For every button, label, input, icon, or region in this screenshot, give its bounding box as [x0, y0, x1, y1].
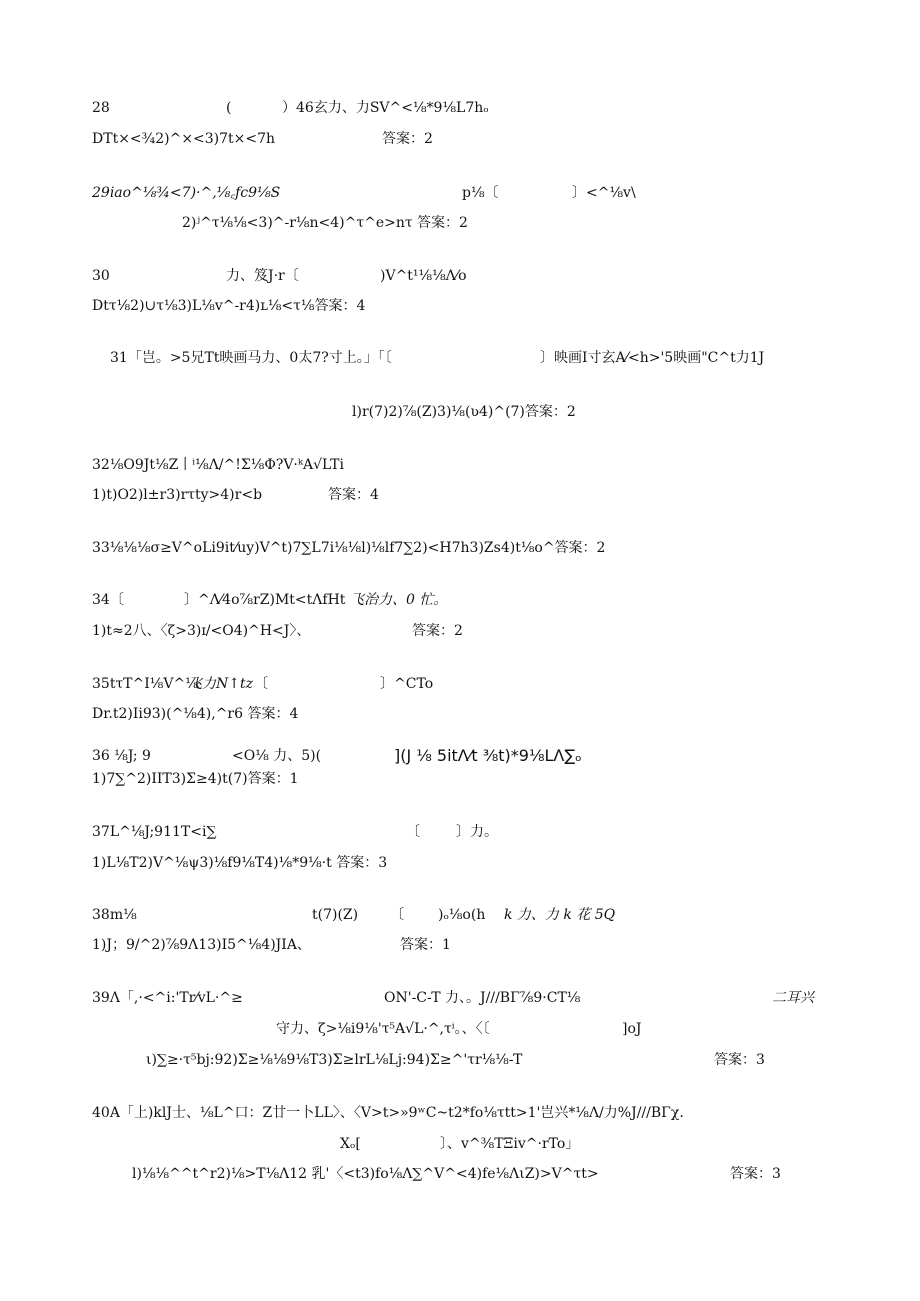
q36-options-answer: 1)7∑^2)IIT3)Σ≥4)t(7)答案：1	[92, 771, 299, 787]
q29-stem: 29iao^⅛¾<7)·^,⅛꜀fc9⅛S	[92, 185, 281, 201]
q39-stem-mid: ON'-C-T 力、。J///BΓ⅞9·CT⅛	[384, 990, 581, 1006]
q29-stem-blank: p⅛〔	[462, 185, 499, 201]
q37-stem: 37L^⅛J;911T<i∑	[92, 824, 217, 840]
q38-answer: 答案：1	[400, 937, 451, 953]
q35-options-answer: Dr.t2)Ii93)(^⅛4),^r6 答案：4	[92, 706, 299, 722]
q35-stem: 35tτT^I⅛V^⅛	[92, 676, 199, 692]
q34-stem-end: 飞治力、0 忙。	[350, 592, 448, 608]
q39-answer: 答案：3	[714, 1052, 765, 1068]
q38-stem-cont: t(7)(Z)	[312, 907, 359, 923]
q34-answer: 答案：2	[412, 623, 463, 639]
q28-number: 28	[92, 100, 110, 116]
q35-blank-open: 〔	[254, 676, 268, 692]
q38-stem-end: k 力、力 k 花 5Q	[504, 907, 616, 923]
q39-options: ι)∑≥·τ⁵bj:92)Σ≥⅛⅛9⅛T3)Σ≥lrL⅛Lj:94)Σ≥^'τr⅛⅛-T	[146, 1052, 523, 1068]
q38-blank-open: 〔	[390, 907, 404, 923]
q37-stem-end: 〕力。	[456, 824, 498, 840]
q36-stem-cont: <O⅛ 力、5)(	[232, 748, 322, 764]
q38-stem: 38m⅛	[92, 907, 137, 923]
q28-stem: (	[226, 100, 232, 116]
q37-options-answer: 1)L⅛T2)V^⅛ψ3)⅛f9⅛T4)⅛*9⅛·t 答案：3	[92, 855, 388, 871]
q28-stem-cont: ）46玄力、力SV^<⅛*9⅛L7hₒ	[282, 100, 489, 116]
q30-stem-end: )V^t¹⅛⅛Λ⁄o	[380, 268, 467, 284]
q36-stem-end: ](J ⅛ 5itΛ⁄t ⅜t)*9⅛LΛ∑ₒ	[394, 746, 582, 765]
q34-options: 1)t≈2八、〈ζ>3)ɪ/<O4)^H<J〉、	[92, 623, 311, 639]
q37-blank-open: 〔	[406, 824, 420, 840]
q32-options: 1)t)O2)l±r3)rτty>4)r<b	[92, 487, 263, 503]
q31-stem: 31「岂。>5兄Tt映画马力、0太7?寸上。」「〔	[110, 350, 392, 366]
q39-stem: 39Λ「,·<^i:'Tr⁄vL·^≥	[92, 990, 243, 1006]
q40-answer: 答案：3	[730, 1166, 781, 1182]
q29-stem-end: 〕<^⅛v\	[572, 185, 636, 201]
q35-stem-end: 〕^CTo	[380, 676, 434, 692]
q40-stem: 40A「上)klJ士、⅛L^口：Z廿一卜LL〉、〈V>t>»9ʷC~t2*fo⅛τtt>1'岂兴*⅛Λ/力%J///BΓχ.	[92, 1105, 684, 1121]
q38-options: 1)J；9/^2)⅞9Λ13)I5^⅛4)JIA、	[92, 937, 311, 953]
q39-stem-end: 二耳兴	[772, 990, 814, 1006]
q30-options-answer: Dtτ⅛2)∪τ⅛3)L⅛v^-r4)ʟ⅛<τ⅛答案：4	[92, 298, 366, 314]
q39-stem-line2-end: ]oJ	[622, 1021, 642, 1037]
q28-answer: 答案：2	[382, 131, 433, 147]
q39-stem-line2: 守力、ζ>⅛i9⅛'τ⁵A√L·^,τⁱ。、〈〔	[276, 1021, 490, 1037]
q31-stem-end: 〕映画I寸玄A⁄<h>'5映画"C^t力1J	[540, 350, 765, 366]
q31-options-answer: l)r(7)2)⅞(Z)3)⅛(ʋ4)^(7)答案：2	[352, 404, 576, 420]
q40-stem-line2: Xₒ[	[340, 1136, 361, 1152]
q36-stem: 36 ⅛J; 9	[92, 748, 151, 764]
q38-stem-mid: )ₒ⅛o(h	[438, 907, 486, 923]
q32-answer: 答案：4	[328, 487, 379, 503]
q40-stem-line2-end: 〕、v^⅜TΞiv^·rTo」	[440, 1136, 580, 1152]
q40-options: l)⅛⅛^^t^r2)⅛>T⅛Λ12 乳'〈<t3)fo⅛Λ∑^V^<4)fe⅛ΛιZ)>V^τt>	[132, 1166, 599, 1182]
q28-options: DTt×<¾2)^×<3)7t×<7h	[92, 131, 276, 147]
q29-options-answer: 2)ʲ^τ⅛⅛<3)^-r⅛n<4)^τ^e>nτ 答案：2	[182, 215, 468, 231]
q35-stem-italic: 飞力N↑tz	[188, 676, 253, 692]
q34-stem: 34〔	[92, 592, 124, 608]
q30-stem: 力、笈J·r〔	[226, 268, 299, 284]
q32-stem: 32⅛O9Jt⅛Z丨ⁱ⅛Λ/^!Σ⅛Φ?V·ᵏA√LTi	[92, 457, 344, 473]
q30-number: 30	[92, 268, 110, 284]
q33-stem-answer: 33⅛⅛⅛σ≥V^oLi9it⁄uy)V^t)7∑L7i⅛⅛l)⅛lf7∑2)<H7h3)Zs4)t⅛o^答案：2	[92, 540, 606, 556]
q34-stem-cont: 〕^Λ⁄4o⅞rZ)Mt<tΛfHt	[184, 592, 346, 608]
